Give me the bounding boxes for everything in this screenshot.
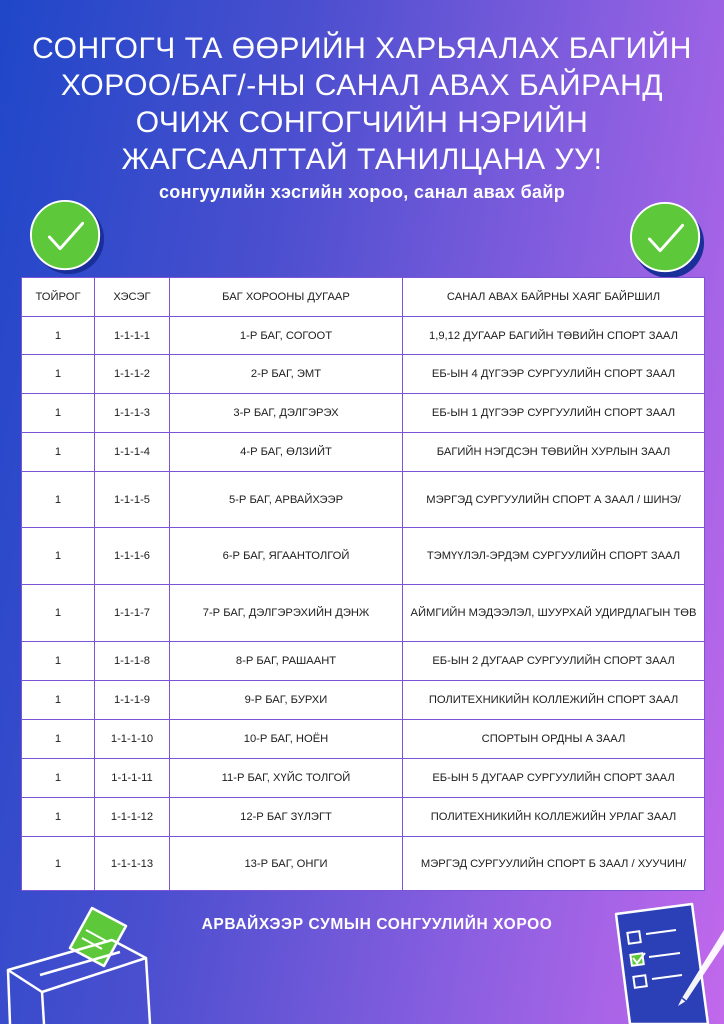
- table-row: [22, 355, 705, 394]
- bag-cell: 3-Р БАГ, ДЭЛГЭРЭХ: [170, 394, 403, 433]
- bag-cell: 8-Р БАГ, РАШААНТ: [170, 642, 403, 681]
- district-cell: 1: [22, 355, 95, 394]
- checklist-clipboard-icon: [596, 900, 724, 1024]
- section-cell: 1-1-1-2: [95, 355, 170, 394]
- column-header-bag-number: БАГ ХОРООНЫ ДУГААР: [170, 278, 403, 317]
- table-row: [22, 585, 705, 642]
- page-title: СОНГОГЧ ТА ӨӨРИЙН ХАРЬЯАЛАХ БАГИЙН ХОРОО/БАГ/-НЫ САНАЛ АВАХ БАЙРАНД ОЧИЖ СОНГОГЧИЙН НЭРИЙН ЖАГСААЛТТАЙ ТАНИЛЦАНА УУ!: [32, 32, 692, 176]
- bag-cell: 7-Р БАГ, ДЭЛГЭРЭХИЙН ДЭНЖ: [170, 585, 403, 642]
- check-circle-icon: [628, 200, 706, 278]
- location-cell: ПОЛИТЕХНИКИЙН КОЛЛЕЖИЙН УРЛАГ ЗААЛ: [403, 798, 705, 837]
- page-subtitle: сонгуулийн хэсгийн хороо, санал авах байр: [158, 182, 566, 202]
- check-circle-icon: [28, 198, 106, 276]
- table-row: [22, 798, 705, 837]
- section-cell: 1-1-1-11: [95, 759, 170, 798]
- section-cell: 1-1-1-9: [95, 681, 170, 720]
- section-cell: 1-1-1-4: [95, 433, 170, 472]
- table-row: [22, 642, 705, 681]
- district-cell: 1: [22, 394, 95, 433]
- district-cell: 1: [22, 472, 95, 528]
- location-cell: СПОРТЫН ОРДНЫ А ЗААЛ: [403, 720, 705, 759]
- location-cell: ТЭМҮҮЛЭЛ-ЭРДЭМ СУРГУУЛИЙН СПОРТ ЗААЛ: [403, 528, 705, 585]
- table-row: [22, 394, 705, 433]
- table-row: [22, 433, 705, 472]
- district-cell: 1: [22, 798, 95, 837]
- district-cell: 1: [22, 681, 95, 720]
- ballot-box-icon: [0, 900, 170, 1024]
- location-cell: ПОЛИТЕХНИКИЙН КОЛЛЕЖИЙН СПОРТ ЗААЛ: [403, 681, 705, 720]
- bag-cell: 2-Р БАГ, ЭМТ: [170, 355, 403, 394]
- column-header-location: САНАЛ АВАХ БАЙРНЫ ХАЯГ БАЙРШИЛ: [403, 278, 705, 317]
- table-row: [22, 681, 705, 720]
- district-cell: 1: [22, 528, 95, 585]
- bag-cell: 11-Р БАГ, ХҮЙС ТОЛГОЙ: [170, 759, 403, 798]
- district-cell: 1: [22, 759, 95, 798]
- district-cell: 1: [22, 585, 95, 642]
- bag-cell: 4-Р БАГ, ӨЛЗИЙТ: [170, 433, 403, 472]
- bag-cell: 12-Р БАГ ЗҮЛЭГТ: [170, 798, 403, 837]
- column-header-section: ХЭСЭГ: [95, 278, 170, 317]
- bag-cell: 5-Р БАГ, АРВАЙХЭЭР: [170, 472, 403, 528]
- table-row: [22, 317, 705, 355]
- section-cell: 1-1-1-12: [95, 798, 170, 837]
- table-header-row: [22, 278, 705, 317]
- location-cell: МЭРГЭД СУРГУУЛИЙН СПОРТ А ЗААЛ / ШИНЭ/: [403, 472, 705, 528]
- bag-cell: 13-Р БАГ, ОНГИ: [170, 837, 403, 891]
- location-cell: ЕБ-ЫН 4 ДҮГЭЭР СУРГУУЛИЙН СПОРТ ЗААЛ: [403, 355, 705, 394]
- column-header-district: ТОЙРОГ: [22, 278, 95, 317]
- district-cell: 1: [22, 642, 95, 681]
- section-cell: 1-1-1-6: [95, 528, 170, 585]
- bag-cell: 1-Р БАГ, СОГООТ: [170, 317, 403, 355]
- district-cell: 1: [22, 720, 95, 759]
- section-cell: 1-1-1-8: [95, 642, 170, 681]
- location-cell: МЭРГЭД СУРГУУЛИЙН СПОРТ Б ЗААЛ / ХУУЧИН/: [403, 837, 705, 891]
- footer-committee-name: АРВАЙХЭЭР СУМЫН СОНГУУЛИЙН ХОРОО: [201, 916, 553, 933]
- section-cell: 1-1-1-10: [95, 720, 170, 759]
- section-cell: 1-1-1-1: [95, 317, 170, 355]
- location-cell: ЕБ-ЫН 1 ДҮГЭЭР СУРГУУЛИЙН СПОРТ ЗААЛ: [403, 394, 705, 433]
- district-cell: 1: [22, 317, 95, 355]
- table-row: [22, 759, 705, 798]
- location-cell: 1,9,12 ДУГААР БАГИЙН ТӨВИЙН СПОРТ ЗААЛ: [403, 317, 705, 355]
- section-cell: 1-1-1-5: [95, 472, 170, 528]
- district-cell: 1: [22, 837, 95, 891]
- polling-stations-table: [21, 277, 705, 891]
- section-cell: 1-1-1-7: [95, 585, 170, 642]
- table-row: [22, 837, 705, 891]
- bag-cell: 9-Р БАГ, БУРХИ: [170, 681, 403, 720]
- bag-cell: 6-Р БАГ, ЯГААНТОЛГОЙ: [170, 528, 403, 585]
- table-row: [22, 472, 705, 528]
- location-cell: ЕБ-ЫН 5 ДУГААР СУРГУУЛИЙН СПОРТ ЗААЛ: [403, 759, 705, 798]
- location-cell: ЕБ-ЫН 2 ДУГААР СУРГУУЛИЙН СПОРТ ЗААЛ: [403, 642, 705, 681]
- location-cell: БАГИЙН НЭГДСЭН ТӨВИЙН ХУРЛЫН ЗААЛ: [403, 433, 705, 472]
- table-row: [22, 528, 705, 585]
- section-cell: 1-1-1-3: [95, 394, 170, 433]
- table-row: [22, 720, 705, 759]
- location-cell: АЙМГИЙН МЭДЭЭЛЭЛ, ШУУРХАЙ УДИРДЛАГЫН ТӨВ: [403, 585, 705, 642]
- district-cell: 1: [22, 433, 95, 472]
- bag-cell: 10-Р БАГ, НОЁН: [170, 720, 403, 759]
- section-cell: 1-1-1-13: [95, 837, 170, 891]
